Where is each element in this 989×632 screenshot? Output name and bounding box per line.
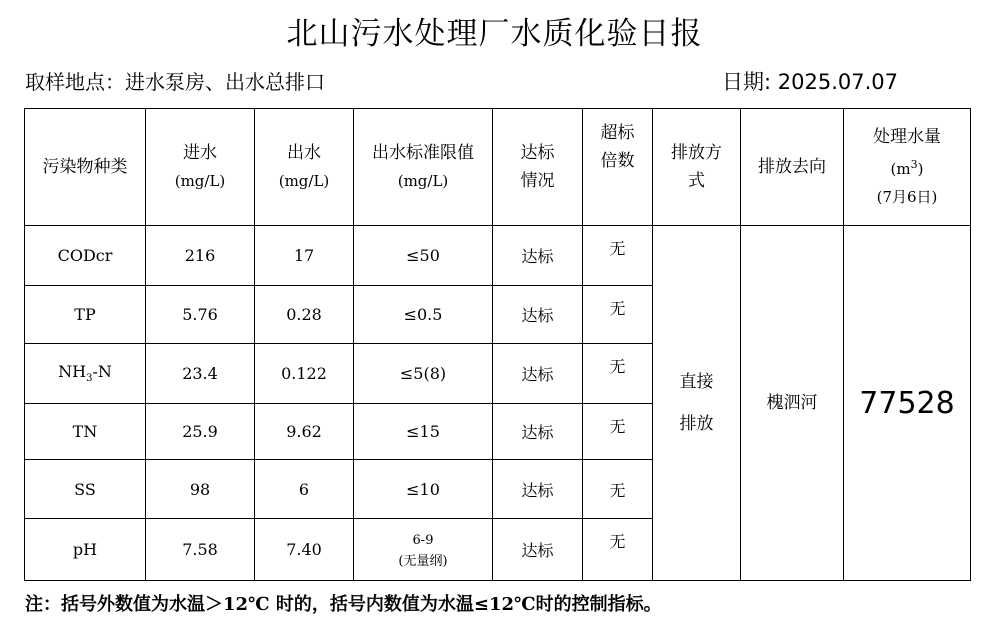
inflow-cell: 216 [146, 226, 255, 286]
table-row [25, 226, 971, 286]
outflow-cell: 9.62 [255, 404, 354, 460]
water-quality-table [24, 108, 971, 581]
status-cell: 达标 [493, 344, 583, 404]
report-title: 北山污水处理厂水质化验日报 [286, 16, 703, 52]
pollutant-cell: SS [25, 460, 146, 519]
header-status: 达标 情况 [493, 109, 583, 226]
header-outflow: 出水 (mg/L) [255, 109, 354, 226]
discharge-dest-cell: 槐泗河 [741, 226, 844, 581]
outflow-cell: 0.122 [255, 344, 354, 404]
limit-cell: ≤5(8) [354, 344, 493, 404]
exceed-cell: 无 [583, 404, 653, 460]
inflow-cell: 5.76 [146, 286, 255, 344]
limit-cell: 6-9 (无量纲) [354, 519, 493, 581]
volume-cell: 77528 [844, 226, 971, 581]
pollutant-cell: $NH_3-N$ [25, 344, 146, 404]
inflow-cell: 23.4 [146, 344, 255, 404]
limit-cell: ≤10 [354, 460, 493, 519]
header-pollutant: 污染物种类 [25, 109, 146, 226]
exceed-cell: 无 [583, 460, 653, 519]
header-discharge-mode: 排放方 式 [653, 109, 741, 226]
status-cell: 达标 [493, 460, 583, 519]
header-discharge-dest: 排放去向 [741, 109, 844, 226]
exceed-cell: 无 [583, 226, 653, 286]
status-cell: 达标 [493, 404, 583, 460]
outflow-cell: 0.28 [255, 286, 354, 344]
pollutant-cell: CODcr [25, 226, 146, 286]
header-row [25, 109, 971, 226]
limit-cell: ≤50 [354, 226, 493, 286]
header-exceed: 超标 倍数 [583, 109, 653, 226]
inflow-cell: 98 [146, 460, 255, 519]
limit-cell: ≤0.5 [354, 286, 493, 344]
header-limit: 出水标准限值 (mg/L) [354, 109, 493, 226]
outflow-cell: 7.40 [255, 519, 354, 581]
limit-cell: ≤15 [354, 404, 493, 460]
header-volume: 处理水量 $(m^3)$ (7月6日) [844, 109, 971, 226]
status-cell: 达标 [493, 519, 583, 581]
header-inflow: 进水 (mg/L) [146, 109, 255, 226]
report-date: 日期: 2025.07.07 [722, 70, 898, 94]
inflow-cell: 25.9 [146, 404, 255, 460]
discharge-mode-cell: 直接 排放 [653, 226, 741, 581]
exceed-cell: 无 [583, 286, 653, 344]
pollutant-cell: TP [25, 286, 146, 344]
outflow-cell: 17 [255, 226, 354, 286]
footnote: 注：括号外数值为水温＞12℃ 时的，括号内数值为水温≤12℃时的控制指标。 [25, 594, 662, 615]
pollutant-cell: pH [25, 519, 146, 581]
pollutant-cell: TN [25, 404, 146, 460]
inflow-cell: 7.58 [146, 519, 255, 581]
outflow-cell: 6 [255, 460, 354, 519]
exceed-cell: 无 [583, 519, 653, 581]
status-cell: 达标 [493, 226, 583, 286]
sampling-location: 取样地点：进水泵房、出水总排口 [25, 70, 325, 94]
status-cell: 达标 [493, 286, 583, 344]
exceed-cell: 无 [583, 344, 653, 404]
